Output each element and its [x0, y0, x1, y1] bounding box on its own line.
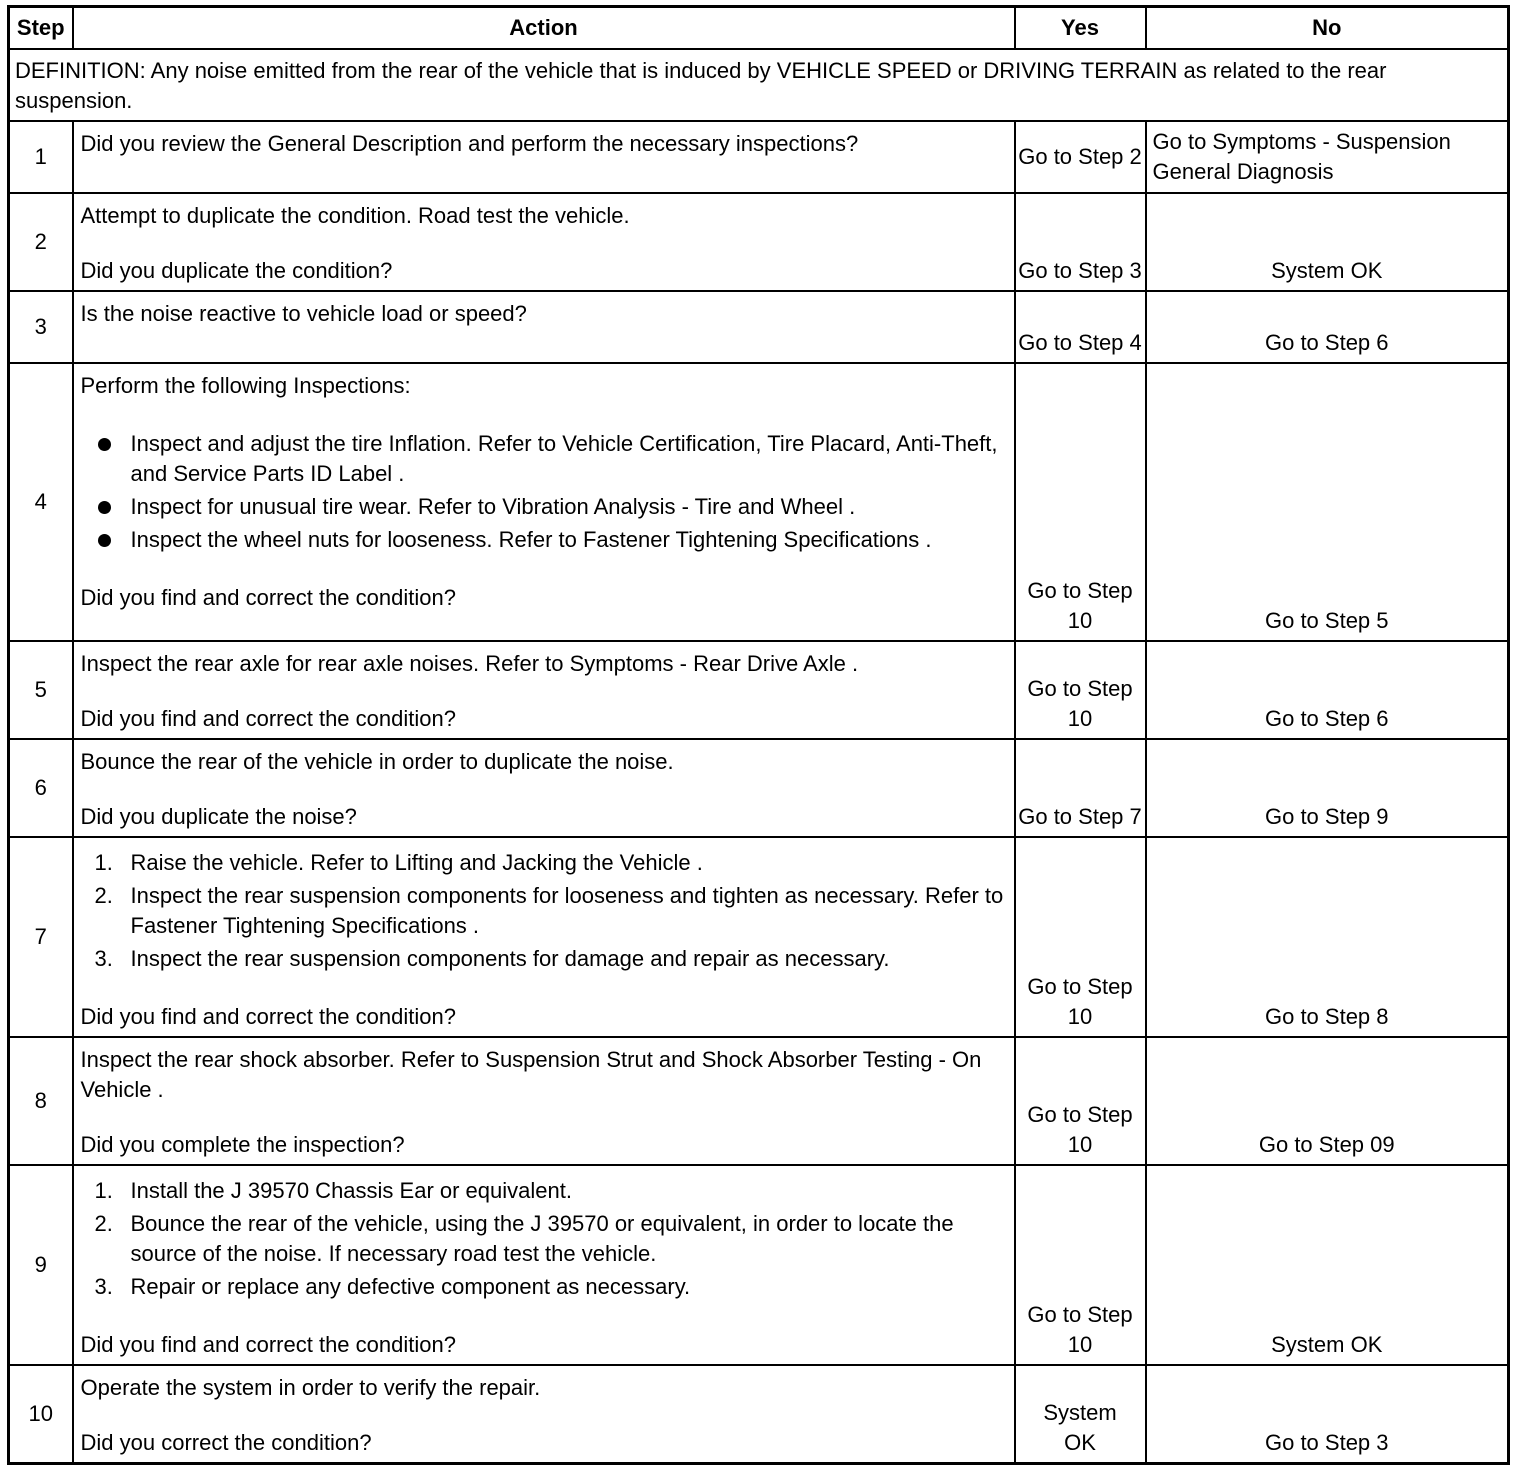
question-text: Did you find and correct the condition?	[80, 1332, 456, 1357]
step-number: 2	[9, 193, 73, 291]
inspection-list	[81, 429, 1008, 555]
list-item: 3. Inspect the rear suspension components for damage and repair as necessary.	[94, 946, 890, 971]
list-item: 3. Repair or replace any defective component as necessary.	[94, 1274, 691, 1299]
step-number: 10	[9, 1365, 73, 1464]
yes-cell: Go to Step 10	[1015, 1165, 1146, 1365]
step-number: 9	[9, 1165, 73, 1365]
no-cell: System OK	[1146, 193, 1509, 291]
yes-cell: Go to Step 10	[1015, 837, 1146, 1037]
diagnostic-table	[7, 5, 1510, 1465]
no-cell: Go to Step 09	[1146, 1037, 1509, 1165]
yes-cell: Go to Step 3	[1015, 193, 1146, 291]
table-row	[9, 291, 1509, 363]
list-item: 2. Bounce the rear of the vehicle, using the J 39570 or equivalent, in order to locate the source of the noise. If necessary road test the vehicle.	[94, 1211, 954, 1266]
yes-cell: Go to Step 10	[1015, 363, 1146, 641]
yes-cell: System OK	[1015, 1365, 1146, 1464]
question-text: Did you find and correct the condition?	[80, 706, 456, 731]
no-cell: Go to Symptoms - Suspension General Diagnosis	[1146, 121, 1509, 193]
action-cell	[73, 1165, 1015, 1365]
question-text: Did you duplicate the noise?	[80, 804, 357, 829]
step-number: 8	[9, 1037, 73, 1165]
question-text: Did you correct the condition?	[80, 1430, 372, 1455]
list-item: Inspect the wheel nuts for looseness. Refer to Fastener Tightening Specifications .	[81, 525, 1008, 555]
bullet-icon	[98, 534, 111, 547]
header-row	[9, 7, 1509, 50]
question-text: Did you duplicate the condition?	[80, 258, 393, 283]
action-cell	[73, 837, 1015, 1037]
list-item: Inspect for unusual tire wear. Refer to Vibration Analysis - Tire and Wheel .	[81, 492, 1008, 522]
action-cell	[73, 739, 1015, 837]
table-row	[9, 193, 1509, 291]
header-no: No	[1146, 7, 1509, 50]
yes-cell: Go to Step 4	[1015, 291, 1146, 363]
list-item: Inspect and adjust the tire Inflation. Refer to Vehicle Certification, Tire Placard, Anti-Theft, and Service Parts ID Label .	[81, 429, 1008, 489]
action-cell	[73, 291, 1015, 363]
action-text: Inspect the rear shock absorber. Refer to Suspension Strut and Shock Absorber Testing - On Vehicle .	[80, 1047, 982, 1102]
table-row	[9, 121, 1509, 193]
header-yes: Yes	[1015, 7, 1146, 50]
action-text: Perform the following Inspections:	[80, 373, 411, 398]
action-cell	[73, 1365, 1015, 1464]
action-text: Is the noise reactive to vehicle load or speed?	[80, 301, 527, 326]
action-text: Operate the system in order to verify the repair.	[80, 1375, 541, 1400]
action-cell	[73, 641, 1015, 739]
no-cell: System OK	[1146, 1165, 1509, 1365]
no-cell: Go to Step 3	[1146, 1365, 1509, 1464]
no-cell: Go to Step 6	[1146, 291, 1509, 363]
question-text: Did you complete the inspection?	[80, 1132, 405, 1157]
no-cell: Go to Step 5	[1146, 363, 1509, 641]
diagnostic-table-container	[7, 5, 1510, 1465]
list-item: 1. Raise the vehicle. Refer to Lifting and Jacking the Vehicle .	[94, 850, 703, 875]
action-cell	[73, 121, 1015, 193]
table-row	[9, 363, 1509, 641]
list-item: 1. Install the J 39570 Chassis Ear or equivalent.	[94, 1178, 572, 1203]
action-text: Attempt to duplicate the condition. Road test the vehicle.	[80, 203, 630, 228]
yes-cell: Go to Step 10	[1015, 641, 1146, 739]
header-step: Step	[9, 7, 73, 50]
table-row	[9, 739, 1509, 837]
procedure-list	[81, 1176, 1008, 1302]
table-row	[9, 641, 1509, 739]
yes-cell: Go to Step 10	[1015, 1037, 1146, 1165]
step-number: 7	[9, 837, 73, 1037]
action-text: Bounce the rear of the vehicle in order to duplicate the noise.	[80, 749, 674, 774]
step-number: 5	[9, 641, 73, 739]
no-cell: Go to Step 6	[1146, 641, 1509, 739]
no-cell: Go to Step 9	[1146, 739, 1509, 837]
table-row	[9, 1365, 1509, 1464]
header-action: Action	[73, 7, 1015, 50]
bullet-icon	[98, 501, 111, 514]
definition-text: DEFINITION: Any noise emitted from the rear of the vehicle that is induced by VEHICLE SPEED or DRIVING TERRAIN as related to the rear suspension.	[9, 49, 1509, 121]
no-cell: Go to Step 8	[1146, 837, 1509, 1037]
question-text: Did you find and correct the condition?	[80, 585, 456, 610]
table-row	[9, 1165, 1509, 1365]
step-number: 3	[9, 291, 73, 363]
procedure-list	[81, 848, 1008, 974]
step-number: 1	[9, 121, 73, 193]
list-item: 2. Inspect the rear suspension components for looseness and tighten as necessary. Refer to Fastener Tightening Specifications .	[94, 883, 1004, 938]
step-number: 4	[9, 363, 73, 641]
action-cell	[73, 363, 1015, 641]
table-row	[9, 837, 1509, 1037]
step-number: 6	[9, 739, 73, 837]
action-text: Did you review the General Description and perform the necessary inspections?	[80, 131, 859, 156]
table-row	[9, 1037, 1509, 1165]
action-text: Inspect the rear axle for rear axle noises. Refer to Symptoms - Rear Drive Axle .	[80, 651, 859, 676]
action-cell	[73, 1037, 1015, 1165]
definition-row	[9, 49, 1509, 121]
yes-cell: Go to Step 7	[1015, 739, 1146, 837]
yes-cell: Go to Step 2	[1015, 121, 1146, 193]
action-cell	[73, 193, 1015, 291]
bullet-icon	[98, 438, 111, 451]
question-text: Did you find and correct the condition?	[80, 1004, 456, 1029]
